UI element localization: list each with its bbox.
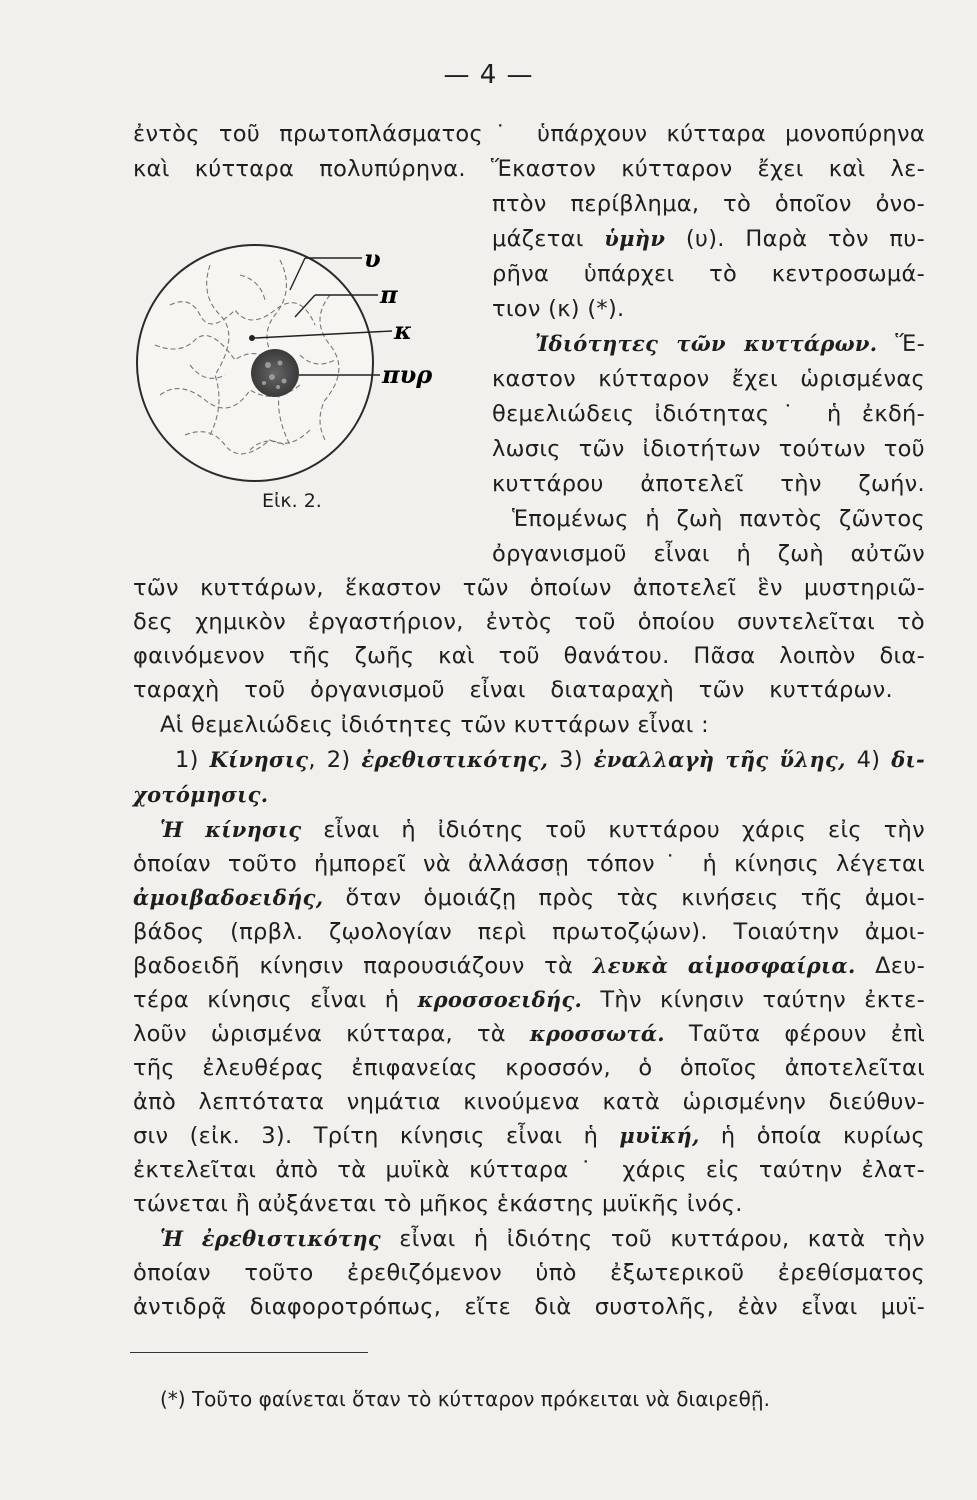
text-run: ὁποίαν τοῦτο ἐρεθιζόμενον ὑπὸ ἐξωτερικοῦ ἐρεθίσματος	[133, 1260, 925, 1286]
emphasis-term: ὑμὴν	[604, 226, 666, 251]
text-line	[492, 399, 925, 429]
label-p: π	[380, 280, 398, 309]
text-line	[133, 1155, 925, 1185]
text-run: , 2)	[308, 747, 362, 773]
text-run: ἡ ὁποία κυρίως	[699, 1123, 926, 1149]
text-run: τέρα κίνησις εἶναι ἡ	[133, 987, 418, 1013]
text-line	[160, 710, 800, 740]
text-line	[133, 849, 925, 879]
text-line	[133, 1053, 925, 1083]
emphasis-term: χοτόμησις.	[133, 782, 269, 807]
emphasis-term: δι-	[891, 747, 925, 772]
label-u: υ	[364, 244, 381, 273]
text-line	[492, 539, 925, 569]
text-run: ἀντιδρᾷ διαφοροτρόπως, εἴτε διὰ συστολῆς, ἐὰν εἶναι μυϊ-	[133, 1294, 925, 1320]
text-line	[133, 1019, 925, 1049]
text-run: ὁποίαν τοῦτο ἠμπορεῖ νὰ ἀλλάσσῃ τόπον˙ ἡ κίνησις λέγεται	[133, 851, 925, 877]
text-run: σιν (εἰκ. 3). Τρίτη κίνησις εἶναι ἡ	[133, 1123, 620, 1149]
figure-caption: Εἰκ. 2.	[262, 490, 322, 512]
emphasis-term: μυϊκή,	[619, 1123, 700, 1148]
emphasis-term: ἀμοιβαδοειδής,	[133, 885, 324, 910]
text-line	[492, 189, 925, 219]
page-number: — 4 —	[443, 60, 534, 90]
text-run: εἶναι ἡ ἰδιότης τοῦ κυττάρου, κατὰ τὴν	[381, 1226, 925, 1252]
text-run: ταραχὴ τοῦ ὀργανισμοῦ εἶναι διαταραχὴ τῶν κυττάρων.	[133, 677, 893, 703]
text-run: καστον κύτταρον ἔχει ὡρισμένας	[492, 366, 925, 392]
text-line	[492, 469, 925, 499]
emphasis-term: Ἡ κίνησις	[160, 817, 302, 842]
emphasis-term: Κίνησις	[209, 747, 309, 772]
text-run: ἐντὸς τοῦ πρωτοπλάσματος˙ ὑπάρχουν κύτταρα μονοπύρηνα	[133, 121, 925, 147]
footnote-rule	[130, 1352, 368, 1353]
centrosome	[249, 335, 255, 341]
text-line	[133, 1087, 925, 1117]
text-run: ὀργανισμοῦ εἶναι ἡ ζωὴ αὐτῶν	[492, 541, 925, 567]
text-line	[160, 815, 925, 845]
text-line	[133, 675, 893, 705]
emphasis-term: ἐρεθιστικότης,	[361, 747, 549, 772]
emphasis-term: κροσσωτά.	[529, 1021, 665, 1046]
text-line	[133, 985, 925, 1015]
text-line	[512, 504, 925, 534]
text-run: 4)	[845, 747, 892, 773]
text-run: Ἕ-	[877, 331, 925, 357]
text-run: μάζεται	[492, 226, 605, 252]
text-run: ἀπὸ λεπτότατα νημάτια κινούμενα κατὰ ὡρισμένην διεύθυν-	[133, 1089, 925, 1115]
text-line	[133, 1292, 925, 1322]
cell-figure	[130, 235, 460, 485]
footnote: (*) Τοῦτο φαίνεται ὅταν τὸ κύτταρον πρόκειται νὰ διαιρεθῇ.	[160, 1387, 770, 1411]
text-run: Δευ-	[855, 953, 926, 979]
text-run: ἐκτελεῖται ἀπὸ τὰ μυϊκὰ κύτταρα˙ χάρις εἰς ταύτην ἐλατ-	[133, 1157, 925, 1183]
text-run: πτὸν περίβλημα, τὸ ὁποῖον ὀνο-	[492, 191, 925, 217]
text-line	[133, 607, 925, 637]
label-pyr: πυρ	[382, 360, 433, 389]
text-line	[492, 434, 925, 464]
text-line	[175, 745, 925, 775]
text-run: βάδος (πρβλ. ζῳολογίαν περὶ πρωτοζῴων). Τοιαύτην ἀμοι-	[133, 919, 925, 945]
text-run: λοῦν ὡρισμένα κύτταρα, τὰ	[133, 1021, 530, 1047]
text-line	[133, 883, 925, 913]
text-line	[492, 259, 925, 289]
text-line	[492, 224, 925, 254]
emphasis-term: κροσσοειδής.	[417, 987, 583, 1012]
text-line	[133, 573, 925, 603]
text-line	[133, 1258, 925, 1288]
text-run: θεμελιώδεις ἰδιότητας˙ ἡ ἐκδή-	[492, 401, 925, 427]
nucleus	[251, 349, 299, 397]
text-run: τῆς ἐλευθέρας ἐπιφανείας κροσσόν, ὁ ὁποῖος ἀποτελεῖται	[133, 1055, 925, 1081]
text-run: κυττάρου ἀποτελεῖ τὴν ζωήν.	[492, 471, 925, 497]
emphasis-term: λευκὰ αἱμοσφαίρια.	[592, 953, 856, 978]
emphasis-term: Ἰδιότητες τῶν κυττάρων.	[535, 331, 878, 356]
text-line	[133, 1189, 833, 1219]
text-run: φαινόμενον τῆς ζωῆς καὶ τοῦ θανάτου. Πᾶσα λοιπὸν δια-	[133, 643, 925, 669]
text-line	[535, 329, 925, 359]
text-line	[133, 154, 925, 184]
text-line	[133, 119, 925, 149]
text-line	[133, 1121, 925, 1151]
label-k: κ	[394, 316, 412, 345]
text-run: τώνεται ἢ αὐξάνεται τὸ μῆκος ἑκάστης μυϊκῆς ἰνός.	[133, 1191, 743, 1217]
text-run: δες χημικὸν ἐργαστήριον, ἐντὸς τοῦ ὁποίου συντελεῖται τὸ	[133, 609, 925, 635]
emphasis-term: Ἡ ἐρεθιστικότης	[160, 1226, 381, 1251]
text-run: τῶν κυττάρων, ἕκαστον τῶν ὁποίων ἀποτελεῖ ἓν μυστηριῶ-	[133, 575, 925, 601]
text-run: εἶναι ἡ ἰδιότης τοῦ κυττάρου χάρις εἰς τὴν	[301, 817, 925, 843]
text-run: Τὴν κίνησιν ταύτην ἐκτε-	[582, 987, 925, 1013]
text-line	[160, 1224, 925, 1254]
text-line	[133, 951, 925, 981]
text-run: Ταῦτα φέρουν ἐπὶ	[664, 1021, 925, 1047]
text-run: 1)	[175, 747, 210, 773]
text-run: 3)	[548, 747, 594, 773]
text-line	[133, 780, 283, 810]
text-line	[133, 917, 925, 947]
emphasis-term: ἐναλλαγὴ τῆς ὕλης,	[593, 747, 846, 772]
text-line	[492, 294, 692, 324]
text-run: τιον (κ) (*).	[492, 296, 625, 322]
text-run: Αἱ θεμελιώδεις ἰδιότητες τῶν κυττάρων εἶναι :	[160, 712, 710, 738]
text-run: λωσις τῶν ἰδιοτήτων τούτων τοῦ	[492, 436, 925, 462]
text-line	[133, 641, 925, 671]
text-run: Ἑπομένως ἡ ζωὴ παντὸς ζῶντος	[512, 506, 925, 532]
text-run: βαδοειδῆ κίνησιν παρουσιάζουν τὰ	[133, 953, 593, 979]
text-run: ρῆνα ὑπάρχει τὸ κεντροσωμά-	[492, 261, 925, 287]
text-run: ὅταν ὁμοιάζῃ πρὸς τὰς κινήσεις τῆς ἀμοι-	[323, 885, 925, 911]
text-line	[492, 364, 925, 394]
text-run: (υ). Παρὰ τὸν πυ-	[665, 226, 925, 252]
text-run: καὶ κύτταρα πολυπύρηνα. Ἕκαστον κύτταρον ἔχει καὶ λε-	[133, 156, 925, 182]
